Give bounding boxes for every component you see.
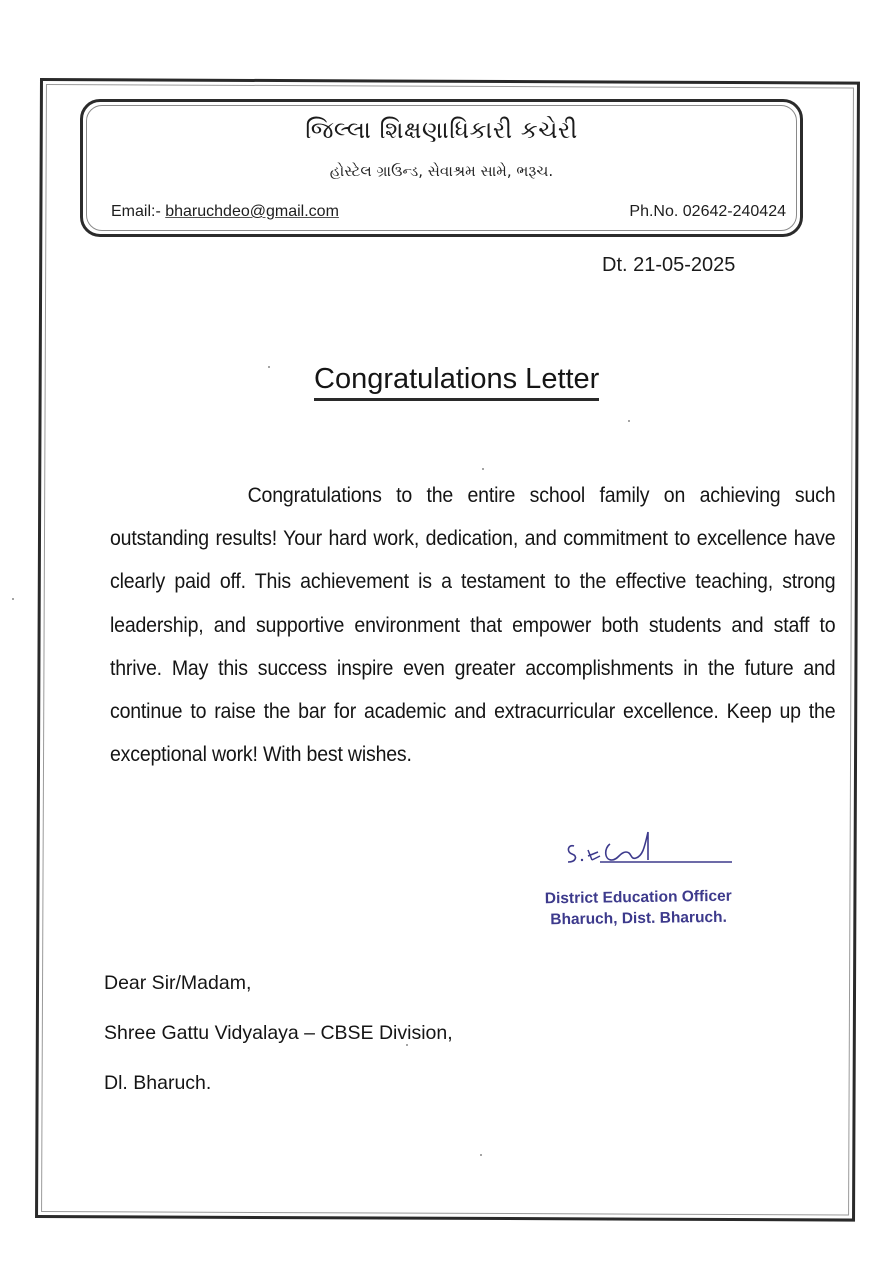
signatory-designation: District Education Officer [544,887,732,908]
phone-label: Ph.No. [629,203,679,220]
scan-speck [480,1154,482,1156]
scan-speck [628,420,630,422]
letter-body [110,474,835,776]
scan-speck [482,468,484,470]
letter-title: Congratulations Letter [314,362,599,401]
scan-speck [268,366,270,368]
email-label: Email:- [111,203,161,220]
letter-date: Dt. 21-05-2025 [602,254,736,276]
letter-body-text: Congratulations to the entire school family on achieving such outstanding results! Your hard work, dedication, and commitment to excellence have clearly paid off. This achievement is a testament to the effective teaching, strong leadership, and supportive environment that empower both students and staff to thrive. May this success inspire even greater accomplishments in the future and continue to raise the bar for academic and extracurricular excellence. Keep up the exceptional work! With best wishes. [110,484,836,767]
salutation: Dear Sir/Madam, [104,972,252,994]
phone-number: 02642-240424 [682,203,786,220]
recipient-district: Dl. Bharuch. [104,1072,212,1094]
signature-icon [560,822,740,872]
recipient-school: Shree Gattu Vidyalaya – CBSE Division, [104,1022,453,1044]
scan-speck [406,1044,408,1046]
signatory-block [545,886,732,931]
signatory-location: Bharuch, Dist. Bharuch. [550,908,727,929]
letterhead [80,99,803,237]
scan-speck [12,598,14,600]
office-name: જિલ્લા શિક્ષણાધિકારી કચેરી [305,116,578,144]
phone-block [629,203,786,221]
recipient-block [104,958,453,1108]
contact-row [111,203,786,221]
email-link[interactable]: bharuchdeo@gmail.com [165,203,339,220]
email-block [111,203,339,221]
office-address: હોસ્ટેલ ગ્રાઉન્ડ, સેવાશ્રમ સામે, ભરૂચ. [329,162,554,180]
